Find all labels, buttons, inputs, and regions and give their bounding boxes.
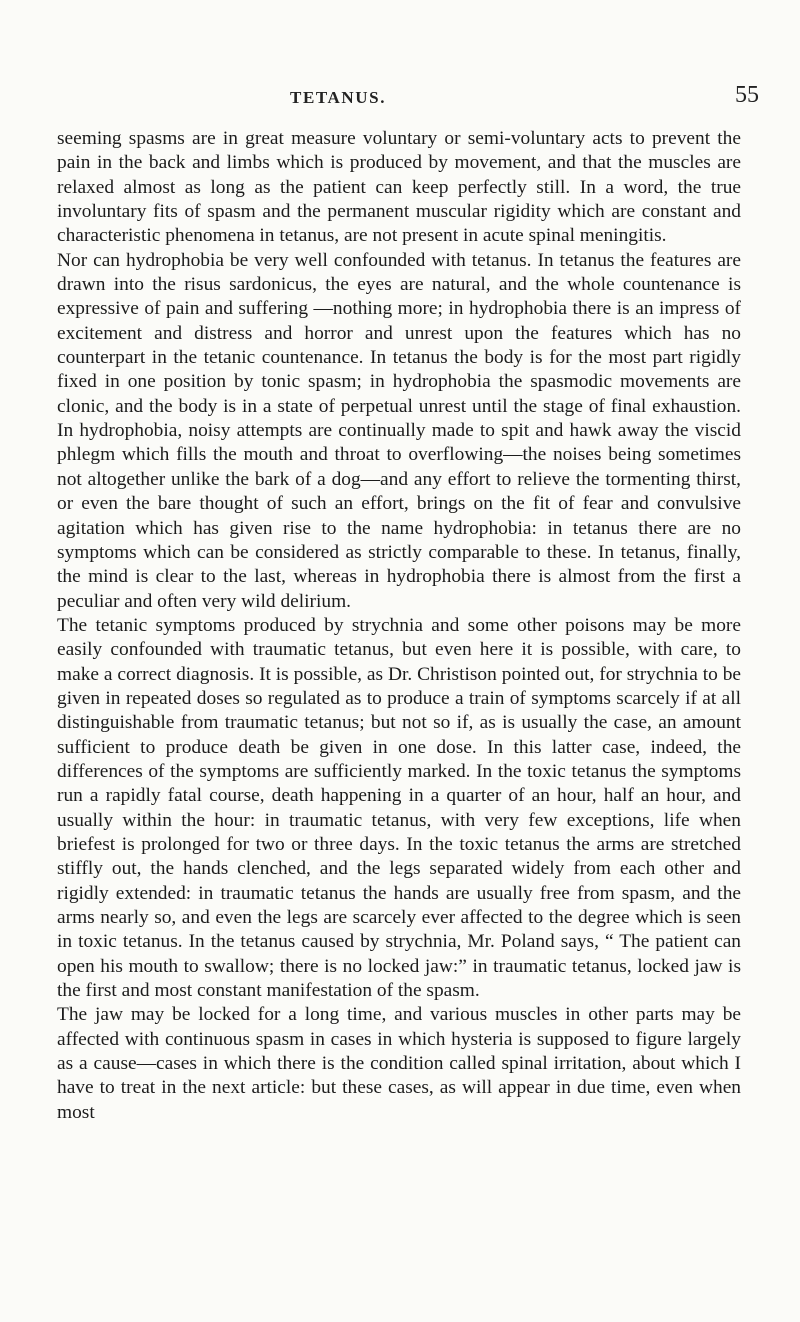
- paragraph-3: The tetanic symptoms produced by strychnia and some other poisons may be more easily confounded with traumatic tetanus, but even here it is possible, with care, to make a correct diagnosis. It is possible, as Dr. Christison pointed out, for strychnia to be given in repeated doses so regulated as to produce a train of symptoms scarcely if at all distinguishable from traumatic tetanus; but not so if, as is usually the case, an amount sufficient to produce death be given in one dose. In this latter case, indeed, the differences of the symptoms are sufficiently marked. In the toxic tetanus the symptoms run a rapidly fatal course, death happening in a quarter of an hour, half an hour, and usually within the hour: in traumatic tetanus, with very few exceptions, life when briefest is prolonged for two or three days. In the toxic tetanus the arms are stretched stiffly out, the hands clenched, and the legs separated widely from each other and rigidly extended: in traumatic tetanus the hands are usually free from spasm, and the arms nearly so, and even the legs are scarcely ever affected to the degree which is seen in toxic tetanus. In the tetanus caused by strychnia, Mr. Poland says, “ The patient can open his mouth to swallow; there is no locked jaw:” in traumatic tetanus, locked jaw is the first and most constant manifestation of the spasm.: [57, 614, 741, 1002]
- page-number: 55: [735, 82, 759, 108]
- paragraph-2: Nor can hydrophobia be very well confounded with tetanus. In tetanus the features are drawn into the risus sardonicus, the eyes are natural, and the whole countenance is expressive of pain and suffering —nothing more; in hydrophobia there is an impress of excitement and distress and horror and unrest upon the features which has no counterpart in the tetanic countenance. In tetanus the body is for the most part rigidly fixed in one position by tonic spasm; in hydrophobia the spasmodic movements are clonic, and the body is in a state of perpetual unrest until the stage of final exhaustion. In hydrophobia, noisy attempts are continually made to spit and hawk away the viscid phlegm which fills the mouth and throat to overflowing—the noises being sometimes not altogether unlike the bark of a dog—and any effort to relieve the tormenting thirst, or even the bare thought of such an effort, brings on the fit of fear and convulsive agitation which has given rise to the name hydrophobia: in tetanus there are no symptoms which can be considered as strictly comparable to these. In tetanus, finally, the mind is clear to the last, whereas in hydrophobia there is almost from the first a peculiar and often very wild delirium.: [57, 249, 741, 612]
- paragraph-1: seeming spasms are in great measure voluntary or semi-voluntary acts to prevent the pain in the back and limbs which is produced by movement, and that the muscles are relaxed almost as long as the patient can keep perfectly still. In a word, the true involuntary fits of spasm and the permanent muscular rigidity which are constant and characteristic phenomena in tetanus, are not present in acute spinal meningitis.: [57, 128, 741, 247]
- running-head: [0, 82, 800, 112]
- body-text: [57, 127, 741, 1125]
- paragraph-4: The jaw may be locked for a long time, and various muscles in other parts may be affected with continuous spasm in cases in which hysteria is supposed to figure largely as a cause—cases in which there is the condition called spinal irritation, about which I have to treat in the next article: but these cases, as will appear in due time, even when most: [57, 1004, 741, 1123]
- running-title: TETANUS.: [290, 88, 387, 107]
